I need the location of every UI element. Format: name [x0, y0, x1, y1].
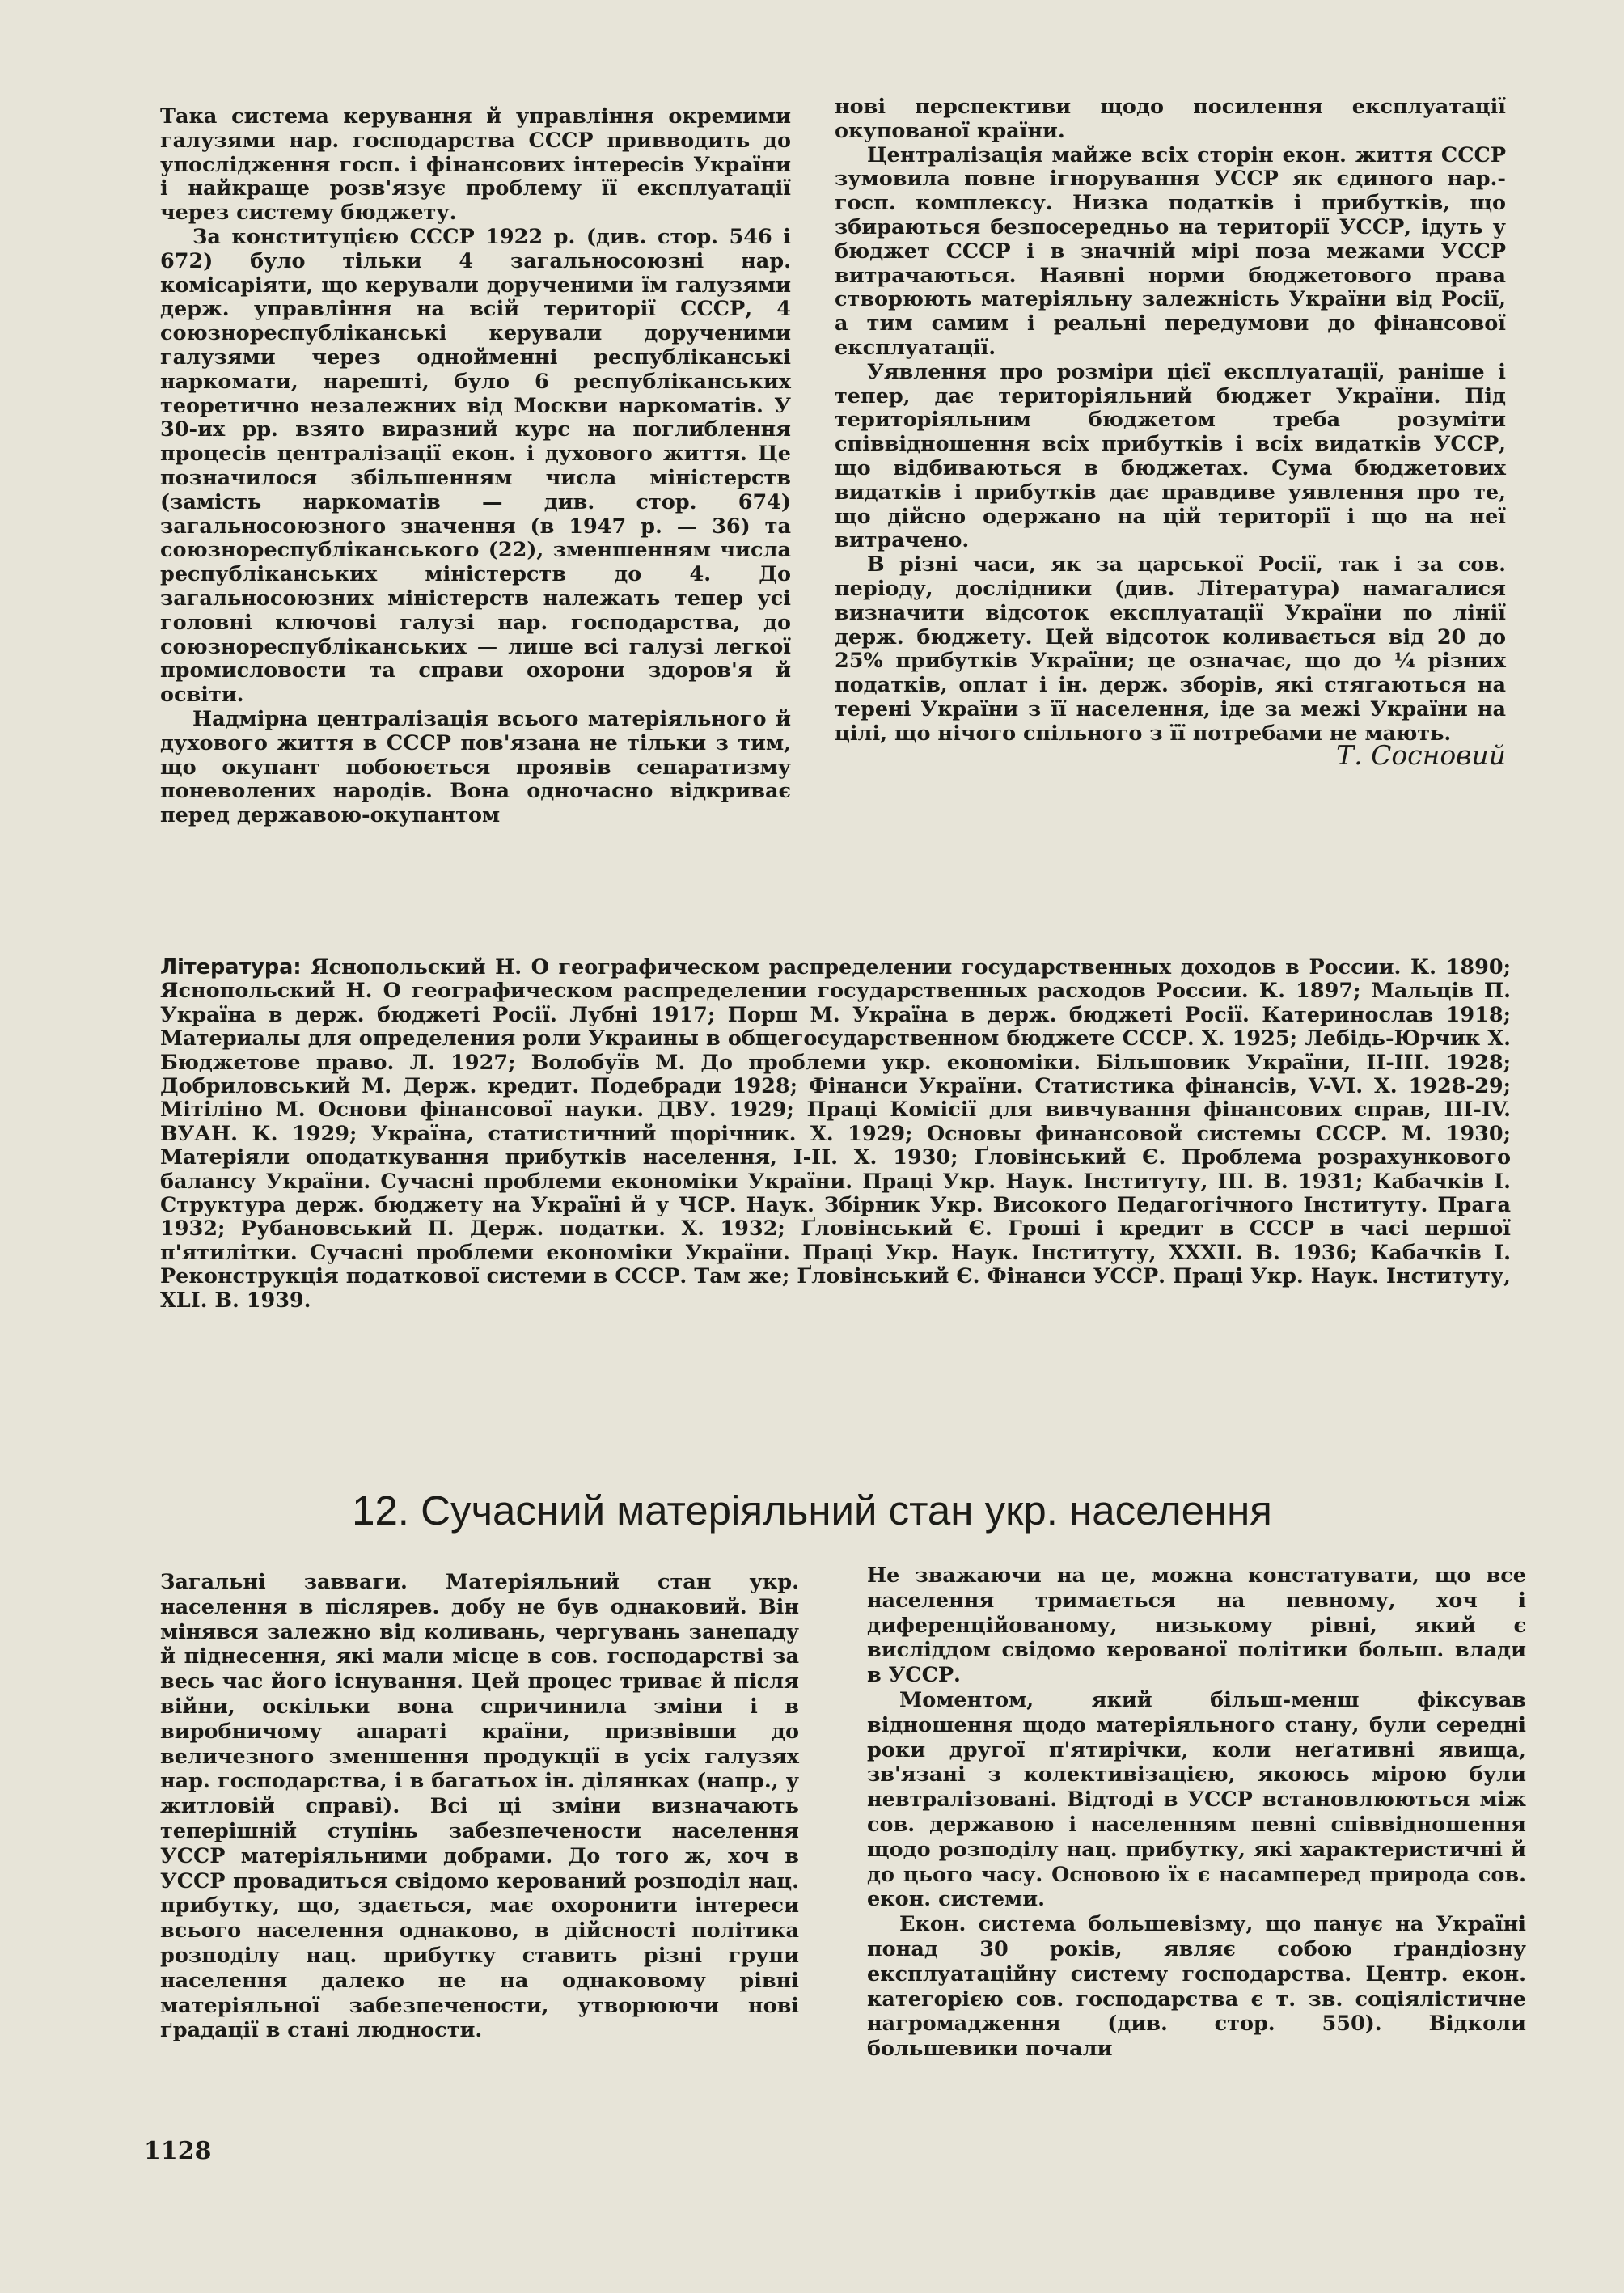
paragraph: В різні часи, як за царської Росії, так і за сов. періоду, дослідники (див. Література) намагалися визначити відсоток експлуатації України по лінії держ. бюджету. Цей відсоток коливається від 20 до 25% прибутків України; це означає, що до ¼ різних податків, оплат і ін. держ. зборів, які стягаються на терені України з її населення, іде за межі України на цілі, що нічого спільного з її потребами не мають.: [835, 552, 1506, 746]
paragraph: Надмірна централізація всього матеріяльного й духового життя в СССР пов'язана не тільки з тим, що окупант побоюється проявів сепаратизму поневолених народів. Вона одночасно відкриває перед державою-окупантом: [160, 706, 791, 828]
paragraph: Уявлення про розміри цієї експлуатації, раніше і тепер, дає територіяльний бюджет України. Під територіяльним бюджетом треба розуміти співвідношення всіх прибутків і всіх видатків УССР, що відбиваються в бюджетах. Сума бюджетових видатків і прибутків дає правдиве уявлення про те, що дійсно одержано на цій території і що на неї витрачено.: [835, 359, 1506, 553]
paragraph: Моментом, який більш-менш фіксував відношення щодо матеріяльного стану, були середні роки другої п'ятирічки, коли неґативні явища, зв'язані з колективізацією, якоюсь мірою були невтралізовані. Відтоді в УССР встановлюються між сов. державою і населенням певні співвідношення щодо розподілу нац. прибутку, які характеристичні й до цього часу. Основою їх є насамперед природа сов. екон. системи.: [867, 1687, 1526, 1912]
page-number: 1128: [144, 2137, 212, 2165]
paragraph: Екон. система большевізму, що панує на Україні понад 30 років, являє собою ґрандіозну експлуатаційну систему господарства. Центр. екон. категорією сов. господарства є т. зв. соціялістичне нагромадження (див. стор. 550). Відколи большевики почали: [867, 1912, 1526, 2062]
literature-label: Література:: [160, 955, 302, 979]
top-right-column: [835, 95, 1506, 771]
paragraph: Така система керування й управління окремими галузями нар. господарства СССР привводить до упослідження госп. і фінансових інтересів України і найкраще розв'язує проблему її експлуатації через систему бюджету.: [160, 104, 791, 226]
paragraph: Загальні завваги. Матеріяльний стан укр. населення в післярев. добу не був однаковий. Він мінявся залежно від коливань, чергувань занепаду й піднесення, які мали місце в сов. господарстві за весь час його існування. Цей процес триває й після війни, оскільки вона спричинила зміни і в виробничому апараті країни, призвівши до величезного зменшення продукції в усіх галузях нар. господарства, і в багатьох ін. ділянках (напр., у житловій справі). Всі ці зміни визначають теперішній ступінь забезпечености населення УССР матеріяльними добрами. До того ж, хоч в УССР провадиться свідомо керований розподіл нац. прибутку, що, здається, має охоронити інтереси всього населення однаково, в дійсності політика розподілу нац. прибутку ставить різні групи населення далеко не на однаковому рівні матеріяльної забезпечености, утворюючи нові ґрадації в стані людности.: [160, 1570, 799, 2043]
literature-text: Яснопольский Н. О географическом распределении государственных доходов в России. К. 1890; Яснопольский Н. О географическом распределении государственных расходов России. К. 1897; Мальців П. Україна в держ. бюджеті Росії. Лубні 1917; Порш М. Україна в держ. бюджеті Росії. Катеринослав 1918; Материалы для определения роли Украины в общегосударственном бюджете СССР. Х. 1925; Лебідь-Юрчик Х. Бюджетове право. Л. 1927; Волобуїв М. До проблеми укр. економіки. Більшовик України, II-III. 1928; Добриловський М. Держ. кредит. Подебради 1928; Фінанси України. Статистика фінансів, V-VI. Х. 1928-29; Мітіліно М. Основи фінансової науки. ДВУ. 1929; Праці Комісії для вивчування фінансових справ, III-IV. ВУАН. К. 1929; Україна, статистичний щорічник. Х. 1929; Основы финансовой системы СССР. М. 1930; Матеріяли оподаткування прибутків населення, I-II. Х. 1930; Ґловінський Є. Проблема розрахункового балансу України. Сучасні проблеми економіки України. Праці Укр. Наук. Інституту, III. В. 1931; Кабачків І. Структура держ. бюджету на Україні й у ЧСР. Наук. Збірник Укр. Високого Педагогічного Інституту. Прага 1932; Рубановський П. Держ. податки. Х. 1932; Ґловінський Є. Гроші і кредит в СССР в часі першої п'ятилітки. Сучасні проблеми економіки України. Праці Укр. Наук. Інституту, XXXII. В. 1936; Кабачків І. Реконструкція податкової системи в СССР. Там же; Ґловінський Є. Фінанси УССР. Праці Укр. Наук. Інституту, XLI. В. 1939.: [160, 955, 1512, 1313]
paragraph: Централізація майже всіх сторін екон. життя СССР зумовила повне ігнорування УССР як єдиного нар.-госп. комплексу. Низка податків і прибутків, що збираються безпосередньо на території УССР, ідуть у бюджет СССР і в значній мірі поза межами УССР витрачаються. Наявні норми бюджетового права створюють матеріяльну залежність України від Росії, а тим самим і реальні передумови до фінансової експлуатації.: [835, 142, 1506, 360]
literature-block: [160, 956, 1511, 1313]
paragraph: Не зважаючи на це, можна констатувати, що все населення тримається на певному, хоч і диференційованому, низькому рівні, який є висліддом свідомо керованої політики больш. влади в УССР.: [867, 1563, 1526, 1688]
top-left-column: [160, 105, 791, 828]
bottom-right-column: [867, 1563, 1526, 2062]
bottom-left-column: [160, 1570, 799, 2043]
paragraph: За конституцією СССР 1922 р. (див. стор. 546 і 672) було тільки 4 загальносоюзні нар. комісаріяти, що керували дорученими їм галузями держ. управління на всій території СССР, 4 союзнореспубліканські керували дорученими галузями через однойменні республіканські наркомати, нарешті, було 6 республіканських теоретично незалежних від Москви наркоматів. У 30-их рр. взято виразний курс на поглиблення процесів централізації екон. і духового життя. Це позначилося збільшенням числа міністерств (замість наркоматів — див. стор. 674) загальносоюзного значення (в 1947 р. — 36) та союзнореспубліканського (22), зменшенням числа республіканських міністерств до 4. До загальносоюзних міністерств належать тепер усі головні ключові галузі нар. господарства, до союзнореспубліканських — лише всі галузі легкої промисловости та справи охорони здоров'я й освіти.: [160, 224, 791, 708]
paragraph: нові перспективи щодо посилення експлуатації окупованої країни.: [835, 95, 1506, 143]
author-signature: Т. Сосновий: [1336, 738, 1506, 771]
section-heading: 12. Сучасний матеріяльний стан укр. населення: [352, 1487, 1272, 1534]
